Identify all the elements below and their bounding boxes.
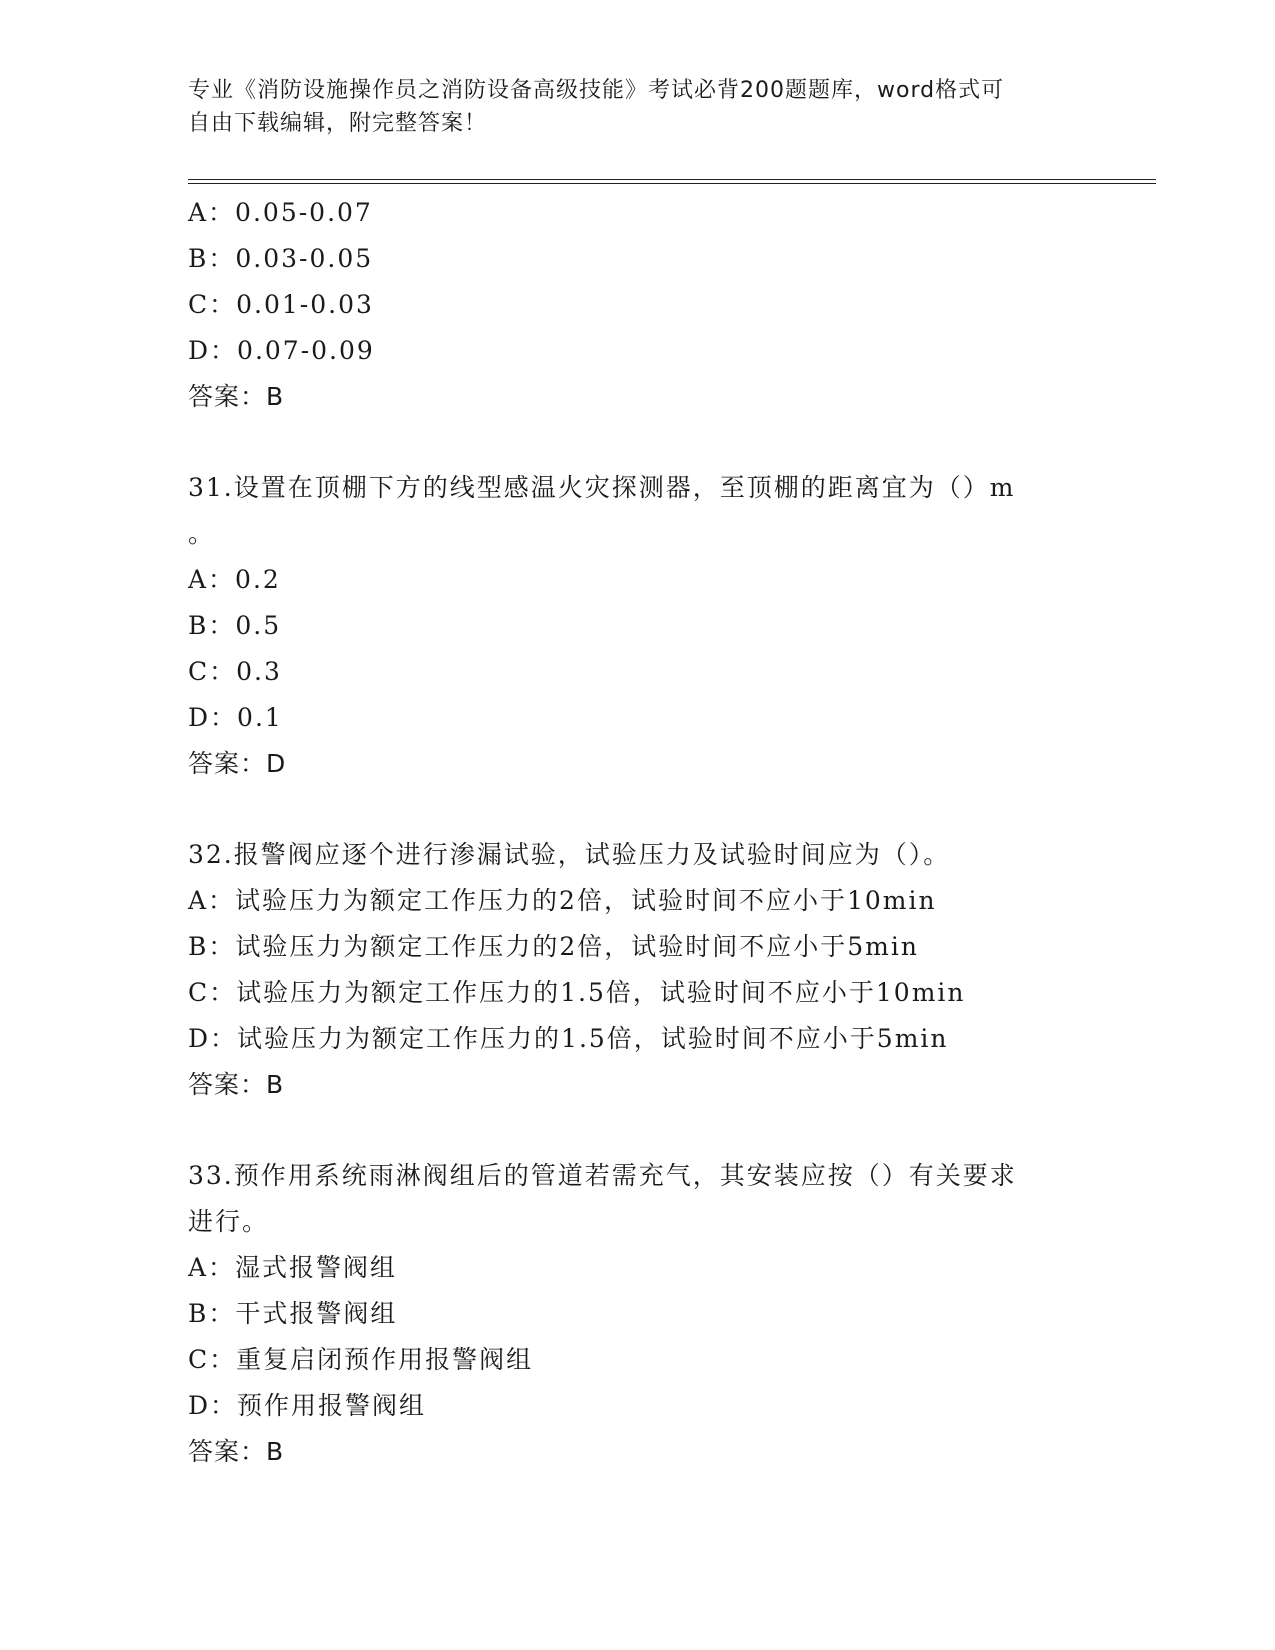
header-rule-bottom bbox=[188, 183, 1156, 184]
question-stem-continued: 进行。 bbox=[188, 1207, 270, 1236]
answer: 答案：D bbox=[188, 749, 287, 778]
spacer bbox=[188, 787, 1088, 832]
question-30 bbox=[188, 190, 1088, 420]
option-b: B：0.5 bbox=[188, 611, 282, 640]
question-stem: 31.设置在顶棚下方的线型感温火灾探测器，至顶棚的距离宜为（）m bbox=[188, 473, 1016, 502]
option-b: B：干式报警阀组 bbox=[188, 1299, 398, 1328]
header-rule-top bbox=[188, 179, 1156, 180]
question-33 bbox=[188, 1153, 1088, 1475]
option-b: B：0.03-0.05 bbox=[188, 244, 374, 273]
answer: 答案：B bbox=[188, 1437, 285, 1466]
question-stem-continued: 。 bbox=[188, 519, 216, 548]
option-a: A：0.05-0.07 bbox=[188, 198, 373, 227]
option-d: D：0.1 bbox=[188, 703, 283, 732]
option-d: D：0.07-0.09 bbox=[188, 336, 375, 365]
option-c: C：0.01-0.03 bbox=[188, 290, 374, 319]
spacer bbox=[188, 1108, 1088, 1153]
option-c: C：试验压力为额定工作压力的1.5倍，试验时间不应小于10min bbox=[188, 978, 966, 1007]
answer: 答案：B bbox=[188, 1070, 285, 1099]
header-line-2: 自由下载编辑，附完整答案！ bbox=[188, 111, 488, 136]
option-a: A：试验压力为额定工作压力的2倍，试验时间不应小于10min bbox=[188, 886, 937, 915]
option-d: D：试验压力为额定工作压力的1.5倍，试验时间不应小于5min bbox=[188, 1024, 949, 1053]
question-list bbox=[188, 190, 1088, 1475]
answer: 答案：B bbox=[188, 382, 285, 411]
option-a: A：0.2 bbox=[188, 565, 281, 594]
option-c: C：0.3 bbox=[188, 657, 282, 686]
option-a: A：湿式报警阀组 bbox=[188, 1253, 398, 1282]
page-header bbox=[188, 74, 1068, 140]
option-c: C：重复启闭预作用报警阀组 bbox=[188, 1345, 534, 1374]
option-b: B：试验压力为额定工作压力的2倍，试验时间不应小于5min bbox=[188, 932, 919, 961]
question-stem: 33.预作用系统雨淋阀组后的管道若需充气，其安装应按（）有关要求 bbox=[188, 1161, 1017, 1190]
option-d: D：预作用报警阀组 bbox=[188, 1391, 427, 1420]
spacer bbox=[188, 420, 1088, 465]
question-32 bbox=[188, 832, 1088, 1108]
question-31 bbox=[188, 465, 1088, 787]
header-line-1: 专业《消防设施操作员之消防设备高级技能》考试必背200题题库，word格式可 bbox=[188, 78, 1005, 103]
question-stem: 32.报警阀应逐个进行渗漏试验，试验压力及试验时间应为（）。 bbox=[188, 840, 951, 869]
